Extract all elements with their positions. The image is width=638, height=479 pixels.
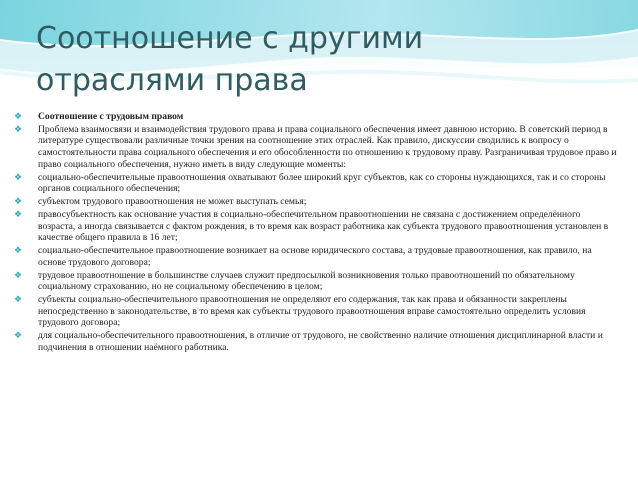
title-line-1: Соотношение с другими [36,21,424,56]
diamond-bullet-icon: ❖ [14,123,23,134]
bullet-list [14,111,619,355]
bullet-text: социально-обеспечительные правоотношения охватывают более широкий круг субъектов, как со стороны нуждающихся, так и со стороны органов социального обеспечения; [38,171,606,195]
diamond-bullet-icon: ❖ [14,269,23,280]
diamond-bullet-icon: ❖ [14,330,23,341]
list-item [14,111,619,123]
diamond-bullet-icon: ❖ [14,111,23,121]
list-item [14,209,619,244]
slide-title [36,18,596,102]
list-item [14,245,619,268]
bullet-text: трудовое правоотношение в большинстве случаев служит предпосылкой возникновения только правоотношений по обязательному социальному страхованию, но не социальному обеспечению в целом; [38,269,575,293]
diamond-bullet-icon: ❖ [14,245,23,256]
title-line-2: отраслями права [36,63,308,98]
bullet-text: субъекты социально-обеспечительного правоотношения не определяют его содержания, так как права и обязанности закреплены непосредственно в законодательстве, в то время как субъекты трудового правоотношения вправе самостоятельно определить условия трудового договора; [38,293,586,329]
list-item [14,294,619,329]
diamond-bullet-icon: ❖ [14,208,23,219]
bullet-text: Проблема взаимосвязи и взаимодействия трудового права и права социального обеспечения имеет давнюю историю. В советский период в литературе существовали различные точки зрения на соотношение этих отраслей. Как правило, дискуссии сводились к вопросу о самостоятельности права социального обеспечения и его обособленности по отношению к трудовому праву. Разграничивая трудовое право и право социального обеспечения, нужно иметь в виду следующие моменты: [38,123,617,170]
diamond-bullet-icon: ❖ [14,171,23,182]
list-item [14,172,619,195]
bullet-text: правосубъектность как основание участия в социально-обеспечительном правоотношении не связана с достижением определённого возраста, а иногда связывается с фактом рождения, в то время как возраст работника как субъекта трудового правоотношения установлен в качестве общего правила в 16 лет; [38,208,609,244]
list-item [14,196,619,208]
diamond-bullet-icon: ❖ [14,196,23,207]
bullet-text: субъектом трудового правоотношения не может выступать семья; [38,196,307,208]
bullet-text: для социально-обеспечительного правоотношения, в отличие от трудового, не свойственно наличие отношения дисциплинарной власти и подчинения в отношении наёмного работника. [38,330,603,353]
list-item [14,330,619,353]
bullet-text: Соотношение с трудовым правом [38,111,184,122]
list-item [14,270,619,293]
bullet-text: социально-обеспечительное правоотношение возникает на основе юридического состава, а трудовые правоотношения, как правило, на основе трудового договора; [38,245,592,268]
list-item [14,124,619,170]
diamond-bullet-icon: ❖ [14,293,23,304]
